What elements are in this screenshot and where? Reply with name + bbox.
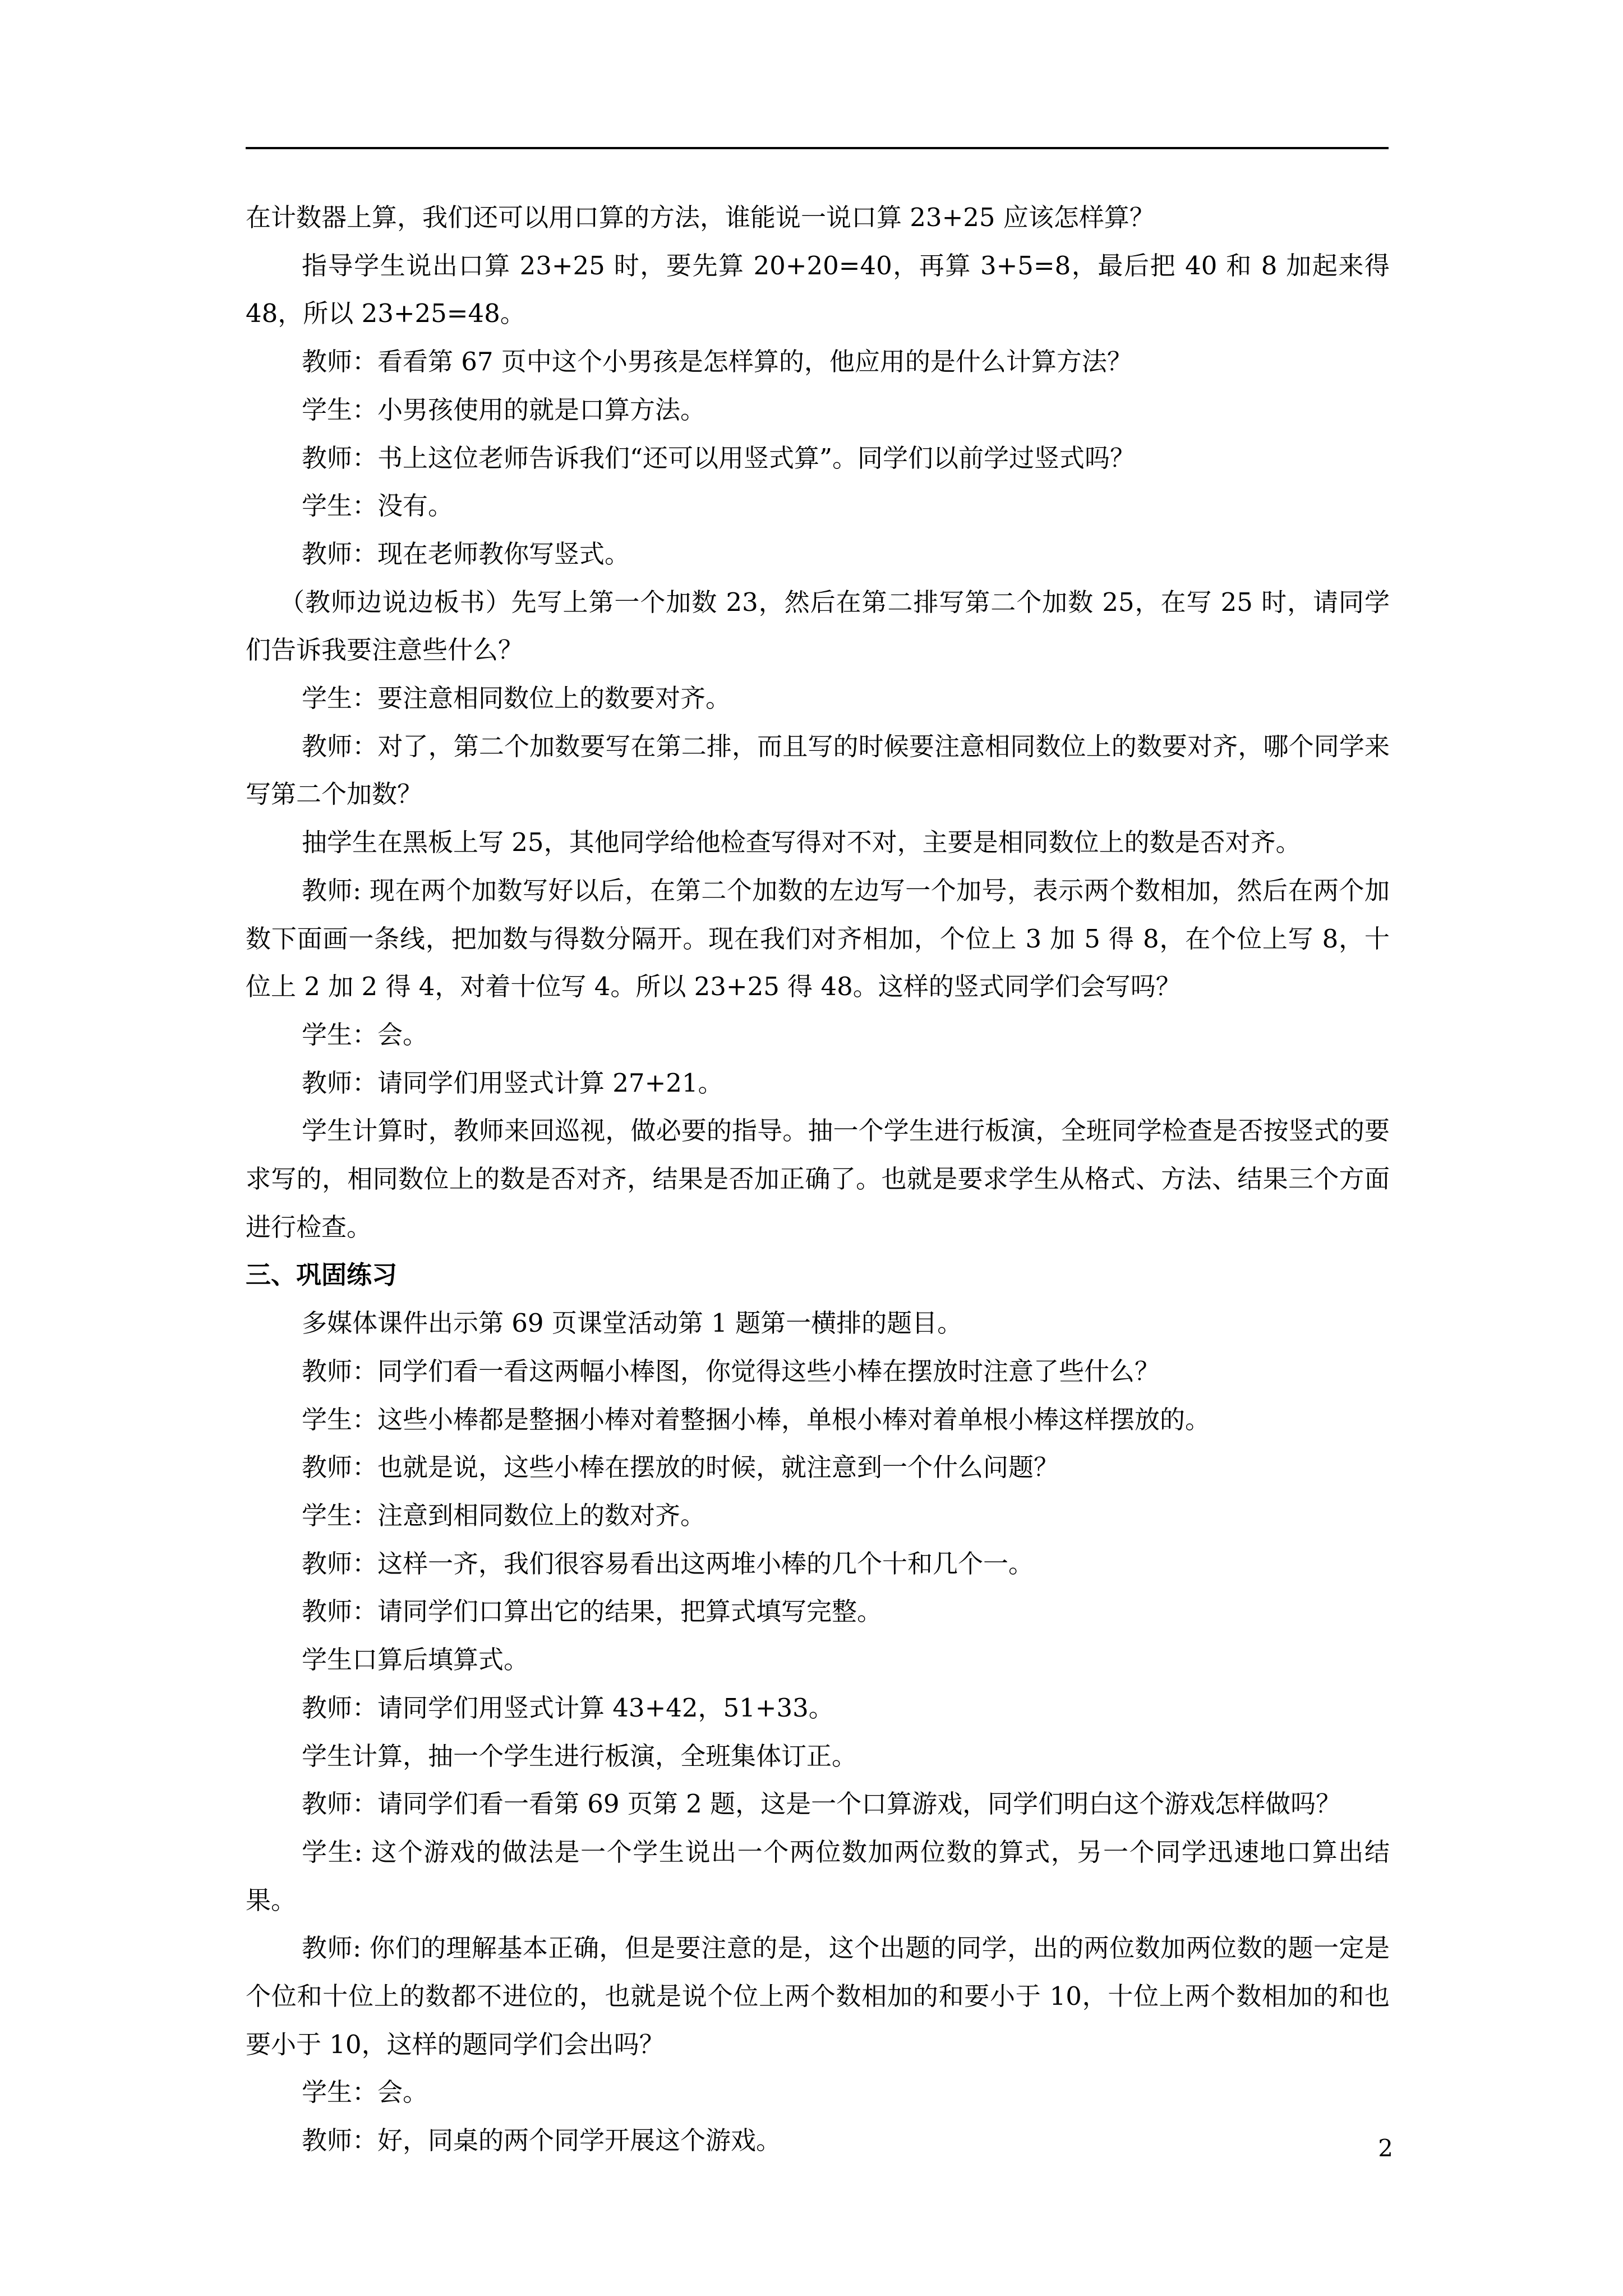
paragraph: 教师：也就是说，这些小棒在摆放的时候，就注意到一个什么问题？ (302, 1452, 1059, 1483)
paragraph: 学生: 这个游戏的做法是一个学生说出一个两位数加两位数的算式，另一个同学迅速地口算出结果。 (246, 1837, 1390, 1915)
page-number: 2 (1378, 2134, 1393, 2162)
header-rule (246, 147, 1389, 149)
paragraph: 教师：请同学们用竖式计算 43+42，51+33。 (302, 1692, 834, 1723)
paragraph: 教师: 现在两个加数写好以后，在第二个加数的左边写一个加号，表示两个数相加，然后在两个加数下面画一条线，把加数与得数分隔开。现在我们对齐相加，个位上 3 加 5 得 8，在个位上写 8，十位上 2 加 2 得 4，对着十位写 4。所以 23+25 得 48。这样的竖式同学们会写吗？ (246, 875, 1390, 1002)
paragraph: 教师：同学们看一看这两幅小棒图，你觉得这些小棒在摆放时注意了些什么？ (302, 1356, 1160, 1386)
paragraph: 教师：书上这位老师告诉我们“还可以用竖式算”。同学们以前学过竖式吗？ (302, 443, 1136, 473)
paragraph: 在计数器上算，我们还可以用口算的方法，谁能说一说口算 23+25 应该怎样算？ (246, 203, 1155, 232)
paragraph: 抽学生在黑板上写 25，其他同学给他检查写得对不对，主要是相同数位上的数是否对齐。 (302, 827, 1301, 858)
paragraph: 学生计算，抽一个学生进行板演，全班集体订正。 (302, 1741, 857, 1771)
paragraph: 教师：看看第 67 页中这个小男孩是怎样算的，他应用的是什么计算方法？ (302, 347, 1132, 377)
paragraph: 学生：这些小棒都是整捆小棒对着整捆小棒，单根小棒对着单根小棒这样摆放的。 (302, 1404, 1211, 1434)
paragraph: 学生口算后填算式。 (302, 1645, 529, 1675)
body-text (246, 194, 1390, 2165)
paragraph: 学生：注意到相同数位上的数对齐。 (302, 1500, 706, 1530)
paragraph: 学生：小男孩使用的就是口算方法。 (302, 394, 706, 425)
paragraph: 教师：好，同桌的两个同学开展这个游戏。 (302, 2125, 782, 2156)
paragraph: 教师：这样一齐，我们很容易看出这两堆小棒的几个十和几个一。 (302, 1548, 1034, 1579)
paragraph: 教师：请同学们用竖式计算 27+21。 (302, 1068, 723, 1098)
paragraph: 多媒体课件出示第 69 页课堂活动第 1 题第一横排的题目。 (302, 1308, 963, 1338)
paragraph: （教师边说边板书）先写上第一个加数 23，然后在第二排写第二个加数 25，在写 25 时，请同学们告诉我要注意些什么？ (246, 587, 1390, 665)
paragraph: 教师: 你们的理解基本正确，但是要注意的是，这个出题的同学，出的两位数加两位数的题一定是个位和十位上的数都不进位的，也就是说个位上两个数相加的和要小于 10，十位上两个数相加的和也要小于 10，这样的题同学们会出吗？ (246, 1933, 1390, 2059)
paragraph: 学生：会。 (302, 1019, 428, 1050)
paragraph: 教师：请同学们看一看第 69 页第 2 题，这是一个口算游戏，同学们明白这个游戏怎样做吗？ (302, 1789, 1341, 1819)
paragraph: 学生：要注意相同数位上的数要对齐。 (302, 683, 731, 714)
paragraph: 学生：没有。 (302, 491, 454, 521)
paragraph: 教师：现在老师教你写竖式。 (302, 539, 630, 569)
paragraph: 学生计算时，教师来回巡视，做必要的指导。抽一个学生进行板演，全班同学检查是否按竖式的要求写的，相同数位上的数是否对齐，结果是否加正确了。也就是要求学生从格式、方法、结果三个方面进行检查。 (246, 1116, 1390, 1242)
paragraph: 学生：会。 (302, 2077, 428, 2108)
section-heading: 三、巩固练习 (246, 1260, 398, 1290)
paragraph: 教师：对了，第二个加数要写在第二排，而且写的时候要注意相同数位上的数要对齐，哪个同学来写第二个加数？ (246, 731, 1390, 809)
paragraph: 教师：请同学们口算出它的结果，把算式填写完整。 (302, 1596, 883, 1627)
paragraph: 指导学生说出口算 23+25 时，要先算 20+20=40，再算 3+5=8，最后把 40 和 8 加起来得 48，所以 23+25=48。 (246, 250, 1390, 329)
